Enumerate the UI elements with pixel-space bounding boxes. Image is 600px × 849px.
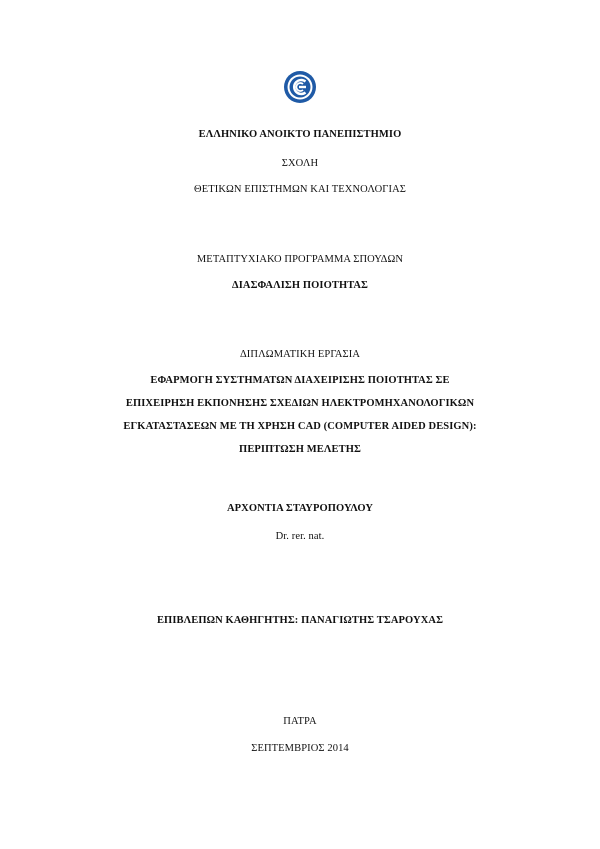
date: ΣΕΠΤΕΜΒΡΙΟΣ 2014	[251, 743, 349, 754]
supervisor-line: ΕΠΙΒΛΕΠΩΝ ΚΑΘΗΓΗΤΗΣ: ΠΑΝΑΓΙΩΤΗΣ ΤΣΑΡΟΥΧΑΣ	[156, 615, 444, 626]
author-degree: Dr. rer. nat.	[275, 531, 325, 542]
program-specialization: ΔΙΑΣΦΑΛΙΣΗ ΠΟΙΟΤΗΤΑΣ	[232, 280, 368, 291]
university-name: ΕΛΛΗΝΙΚΟ ΑΝΟΙΚΤΟ ΠΑΝΕΠΙΣΤΗΜΙΟ	[198, 129, 402, 140]
thesis-title-line: ΠΕΡΙΠΤΩΣΗ ΜΕΛΕΤΗΣ	[239, 444, 361, 455]
city: ΠΑΤΡΑ	[283, 716, 317, 727]
thesis-title-line: ΕΠΙΧΕΙΡΗΣΗ ΕΚΠΟΝΗΣΗΣ ΣΧΕΔΙΩΝ ΗΛΕΚΤΡΟΜΗΧΑΝΟΛΟΓΙΚΩΝ	[125, 398, 475, 409]
university-seal-logo	[283, 70, 317, 104]
author-name: ΑΡΧΟΝΤΙΑ ΣΤΑΥΡΟΠΟΥΛΟΥ	[226, 503, 374, 514]
faculty-name: ΘΕΤΙΚΩΝ ΕΠΙΣΤΗΜΩΝ ΚΑΙ ΤΕΧΝΟΛΟΓΙΑΣ	[194, 184, 406, 195]
thesis-type: ΔΙΠΛΩΜΑΤΙΚΗ ΕΡΓΑΣΙΑ	[239, 349, 361, 360]
program-name: ΜΕΤΑΠΤΥΧΙΑΚΟ ΠΡΟΓΡΑΜΜΑ ΣΠΟΥΔΩΝ	[196, 254, 404, 265]
thesis-title-line: ΕΓΚΑΤΑΣΤΑΣΕΩΝ ΜΕ ΤΗ ΧΡΗΣΗ CAD (COMPUTER AIDED DESIGN):	[123, 421, 477, 432]
school-label: ΣΧΟΛΗ	[281, 158, 319, 169]
thesis-title-line: ΕΦΑΡΜΟΓΗ ΣΥΣΤΗΜΑΤΩΝ ΔΙΑΧΕΙΡΙΣΗΣ ΠΟΙΟΤΗΤΑΣ ΣΕ	[150, 375, 450, 386]
